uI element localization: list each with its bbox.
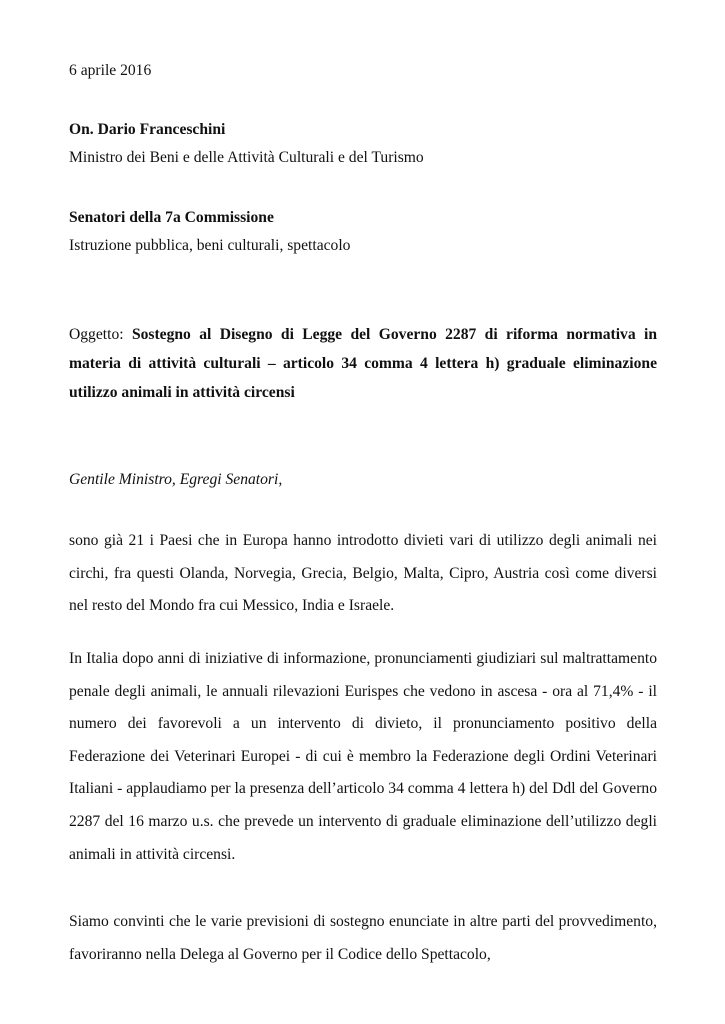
recipient-senators-title: Istruzione pubblica, beni culturali, spettacolo [69,237,351,254]
recipient-senators-name: Senatori della 7a Commissione [69,209,274,226]
letter-date: 6 aprile 2016 [69,62,152,79]
subject-label: Oggetto: [69,326,132,343]
letter-subject [69,320,657,407]
paragraph-1 [69,525,657,623]
paragraph-2-text: In Italia dopo anni di iniziative di informazione, pronunciamenti giudiziari sul maltrattamento penale degli animali, le annuali rilevazioni Eurispes che vedono in ascesa - ora al 71,4% - il numero dei favorevoli a un intervento di divieto, il pronunciamento positivo della Federazione dei Veterinari Europei - di cui è membro la Federazione degli Ordini Veterinari Italiani - applaudiamo per la presenza dell’articolo 34 comma 4 lettera h) del Ddl del Governo 2287 del 16 marzo u.s. che prevede un intervento di graduale eliminazione dell’utilizzo degli animali in attività circensi. [69,650,657,863]
paragraph-1-text: sono già 21 i Paesi che in Europa hanno introdotto divieti vari di utilizzo degli animali nei circhi, fra questi Olanda, Norvegia, Grecia, Belgio, Malta, Cipro, Austria così come diversi nel resto del Mondo fra cui Messico, India e Israele. [69,532,657,615]
recipient-minister-title: Ministro dei Beni e delle Attività Culturali e del Turismo [69,149,424,166]
recipient-minister-name: On. Dario Franceschini [69,121,226,138]
document-page [69,0,657,1024]
paragraph-3 [69,906,657,971]
paragraph-3-text: Siamo convinti che le varie previsioni di sostegno enunciate in altre parti del provvedimento, favoriranno nella Delega al Governo per il Codice dello Spettacolo, [69,913,657,963]
subject-text: Sostegno al Disegno di Legge del Governo 2287 di riforma normativa in materia di attività culturali – articolo 34 comma 4 lettera h) graduale eliminazione utilizzo animali in attività circensi [69,326,657,401]
salutation: Gentile Ministro, Egregi Senatori, [69,471,283,488]
paragraph-2 [69,643,657,871]
